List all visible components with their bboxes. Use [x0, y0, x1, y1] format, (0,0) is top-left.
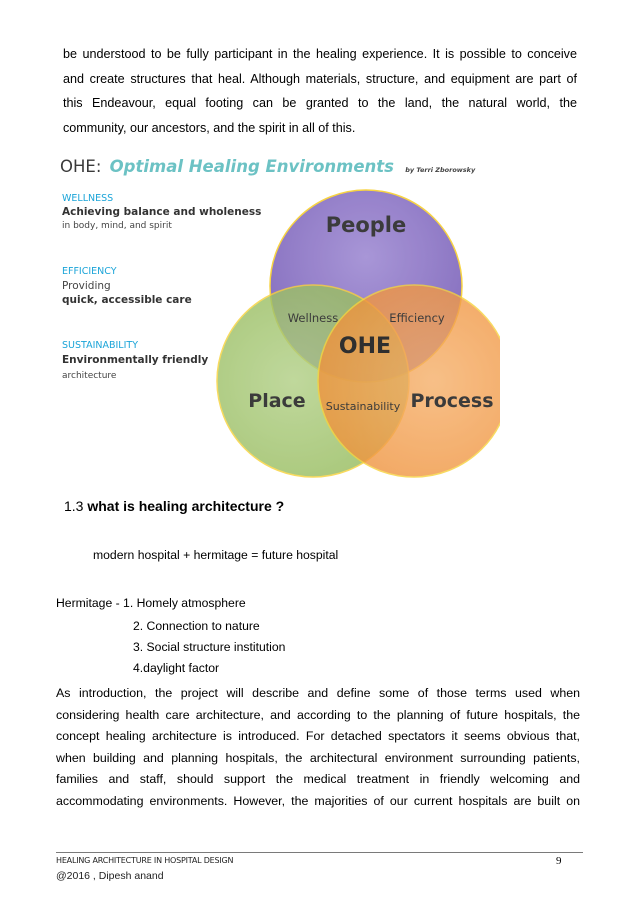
hermitage-label: Hermitage - 1. Homely atmosphere	[56, 596, 246, 610]
hermitage-item: 4.daylight factor	[133, 661, 220, 675]
intro-line: community, our ancestors, and the spirit in all of this.	[63, 120, 356, 135]
hermitage-item: 3. Social structure institution	[133, 640, 286, 654]
legend-line: Environmentally friendly	[62, 354, 209, 366]
ohe-diagram	[60, 148, 500, 483]
body-line: when building and planning hospitals, the architectural environment surrounding patients,	[56, 750, 580, 765]
body-paragraph	[56, 683, 580, 813]
footer-divider	[56, 852, 583, 853]
section-heading	[64, 498, 284, 514]
body-line: As introduction, the project will describe and define some of those terms used when	[56, 686, 580, 700]
legend-line: Achieving balance and wholeness	[62, 206, 262, 218]
intro-line: and create structures that heal. Although materials, structure, and equipment are part of	[63, 71, 577, 86]
process-label: Process	[410, 390, 494, 412]
place-label: Place	[248, 390, 306, 412]
diagram-title-main: Optimal Healing Environments	[109, 157, 394, 176]
legend-line: quick, accessible care	[62, 294, 192, 306]
section-number: 1.3	[64, 498, 84, 514]
efficiency-overlap-label: Efficiency	[389, 311, 445, 325]
diagram-title-author: by Terri Zborowsky	[405, 166, 476, 174]
diagram-title	[60, 157, 476, 176]
page-number: 9	[556, 855, 562, 867]
wellness-overlap-label: Wellness	[287, 311, 339, 325]
legend-term-wellness: WELLNESS	[62, 193, 114, 204]
footer-copyright: @2016 , Dipesh anand	[56, 870, 164, 882]
diagram-title-prefix: OHE:	[60, 157, 102, 176]
footer-title: HEALING ARCHITECTURE IN HOSPITAL DESIGN	[56, 856, 234, 865]
legend-line: Providing	[62, 280, 111, 292]
people-label: People	[325, 213, 407, 237]
hermitage-item: 2. Connection to nature	[133, 619, 260, 633]
sustainability-overlap-label: Sustainability	[325, 400, 401, 413]
section-title: what is healing architecture ?	[87, 498, 285, 514]
legend-line: in body, mind, and spirit	[62, 221, 172, 231]
intro-line: this Endeavour, equal footing can be granted to the land, the natural world, the	[63, 96, 577, 110]
ohe-center-label: OHE	[338, 334, 392, 359]
legend-term-sustainability: SUSTAINABILITY	[62, 340, 139, 351]
hospital-equation: modern hospital + hermitage = future hospital	[93, 548, 339, 562]
intro-line: be understood to be fully participant in the healing experience. It is possible to conceive	[63, 47, 577, 61]
body-line: accommodating environments. However, the majorities of our current hospitals are built on	[56, 793, 580, 808]
legend-line: architecture	[62, 371, 117, 381]
intro-paragraph	[63, 42, 577, 140]
legend-term-efficiency: EFFICIENCY	[62, 266, 117, 277]
body-line: considering health care architecture, and according to the planning of future hospitals, the	[56, 707, 580, 722]
body-line: families and staff, should support the medical treatment in friendly welcoming and	[56, 772, 580, 787]
body-line: concept healing architecture is introduced. For detached spectators it seems obvious that,	[56, 729, 580, 744]
